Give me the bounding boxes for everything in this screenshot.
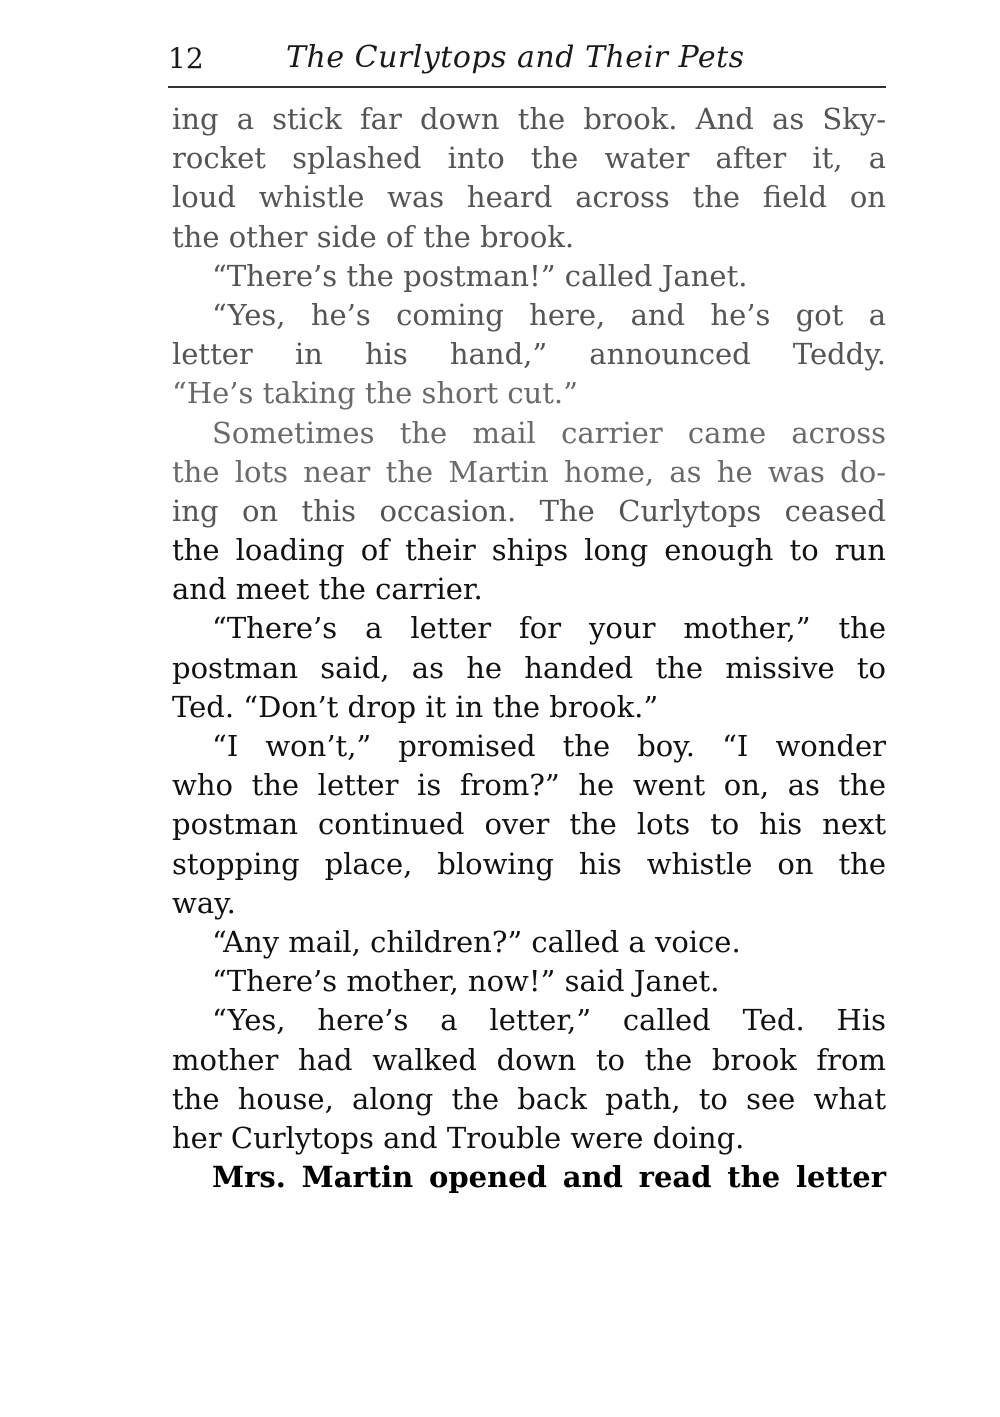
text-line: ing a stick far down the brook. And as Sky- — [172, 102, 886, 136]
text-line: “There’s the postman!” called Janet. — [212, 258, 748, 293]
text-line: loud whistle was heard across the field on — [172, 180, 886, 215]
text-line: the lots near the Martin home, as he was do- — [172, 454, 886, 489]
text-line: way. — [172, 885, 236, 920]
text-line: her Curlytops and Trouble were doing. — [172, 1120, 745, 1155]
text-line: “Yes, he’s coming here, and he’s got a — [212, 297, 886, 332]
text-line: “Yes, here’s a letter,” called Ted. His — [212, 1003, 886, 1038]
text-line: stopping place, blowing his whistle on the — [172, 846, 886, 881]
body-text — [172, 100, 886, 1197]
text-line: rocket splashed into the water after it, a — [172, 141, 886, 176]
text-line: postman said, as he handed the missive to — [172, 650, 886, 685]
text-line: who the letter is from?” he went on, as the — [172, 768, 886, 803]
text-line: and meet the carrier. — [172, 572, 483, 607]
text-line: the house, along the back path, to see what — [172, 1081, 886, 1116]
text-line: “There’s a letter for your mother,” the — [212, 611, 886, 646]
text-line: “He’s taking the short cut.” — [172, 376, 578, 411]
text-line: “Any mail, children?” called a voice. — [212, 924, 741, 959]
page-header — [168, 34, 888, 84]
running-title: The Curlytops and Their Pets — [286, 40, 745, 75]
text-line: Sometimes the mail carrier came across — [212, 415, 886, 450]
text-line: letter in his hand,” announced Teddy. — [172, 337, 886, 372]
text-line: mother had walked down to the brook from — [172, 1042, 886, 1077]
text-line: “There’s mother, now!” said Janet. — [212, 964, 720, 999]
text-line: postman continued over the lots to his next — [172, 807, 886, 842]
text-line: Mrs. Martin opened and read the letter — [212, 1160, 886, 1195]
page-number: 12 — [168, 42, 204, 75]
text-line: Ted. “Don’t drop it in the brook.” — [172, 689, 659, 724]
text-line: “I won’t,” promised the boy. “I wonder — [212, 729, 886, 763]
text-line: ing on this occasion. The Curlytops ceased — [172, 493, 886, 528]
header-rule — [168, 86, 886, 88]
text-line: the loading of their ships long enough to run — [172, 533, 886, 568]
text-line: the other side of the brook. — [172, 219, 575, 254]
